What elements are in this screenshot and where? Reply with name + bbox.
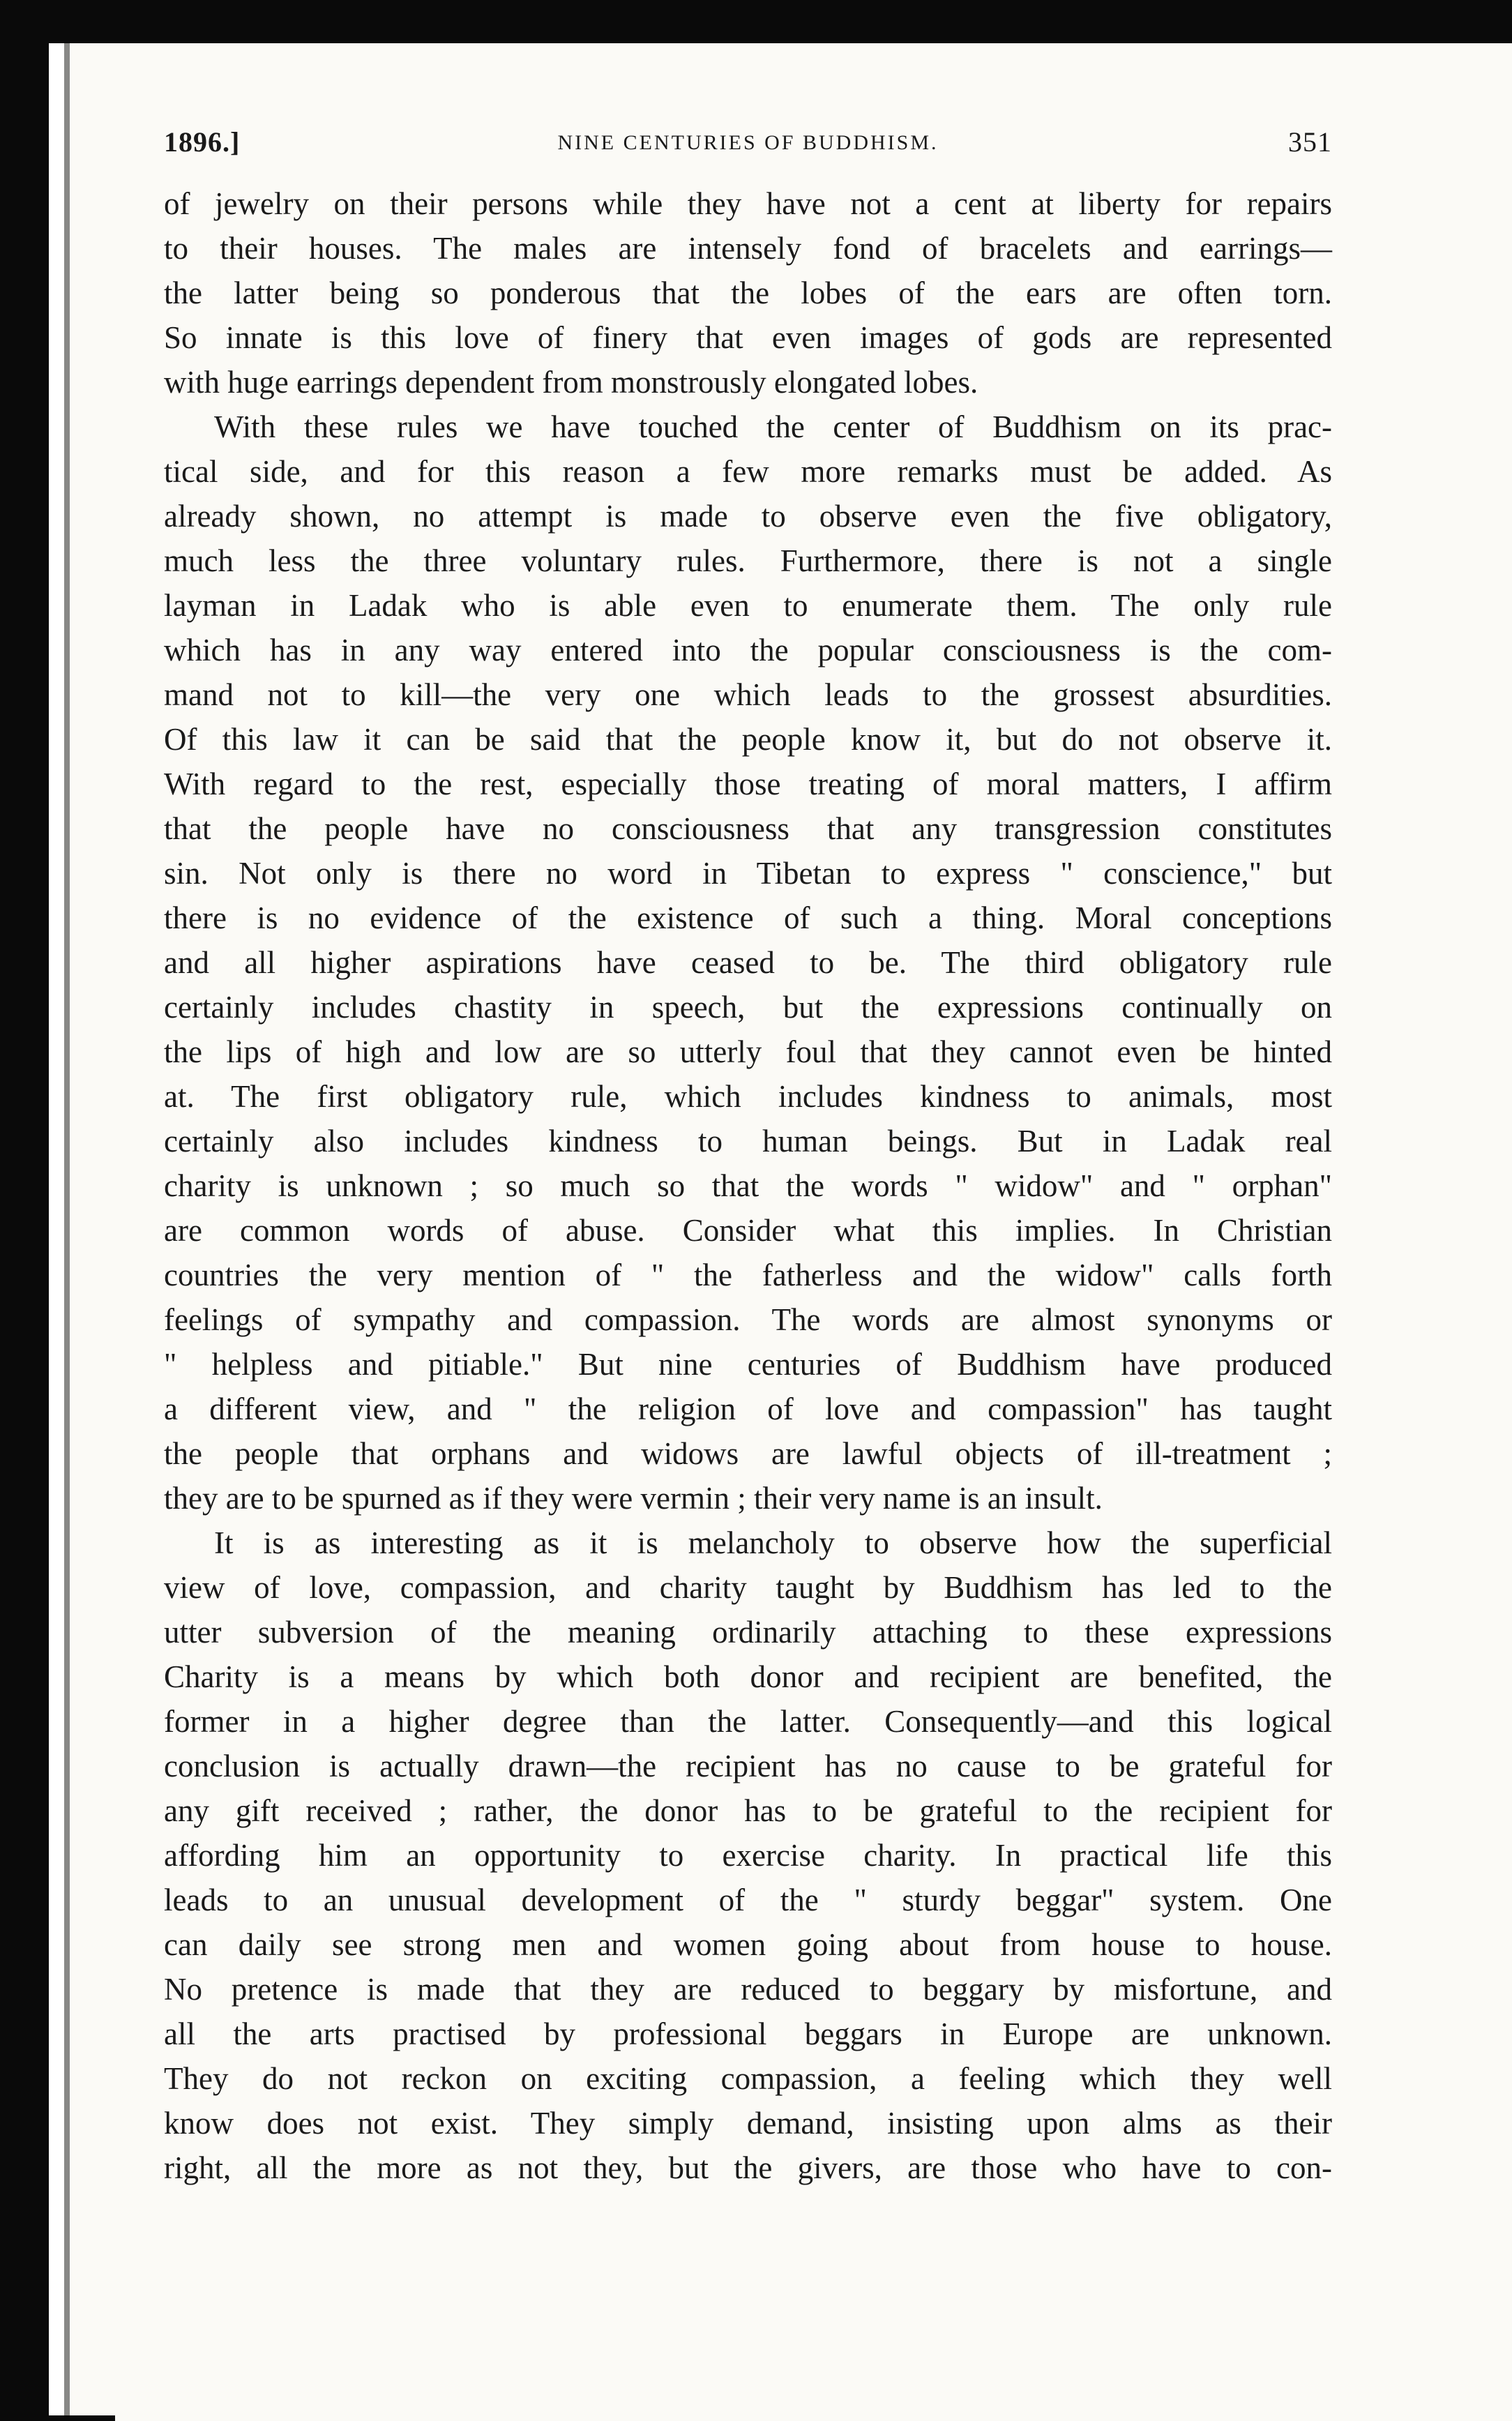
text-line: already shown, no attempt is made to observe even the five obligatory,	[164, 499, 1332, 534]
header-title: NINE CENTURIES OF BUDDHISM.	[557, 131, 939, 154]
text-line: with huge earrings dependent from monstrously elongated lobes.	[164, 365, 978, 400]
text-line: a different view, and " the religion of love and compassion" has taught	[164, 1391, 1332, 1426]
text-line: feelings of sympathy and compassion. The words are almost synonyms or	[164, 1302, 1332, 1337]
text-line: all the arts practised by professional beggars in Europe are unknown.	[164, 2016, 1332, 2051]
text-line: former in a higher degree than the latter. Consequently—and this logical	[164, 1704, 1332, 1739]
text-line: Of this law it can be said that the people know it, but do not observe it.	[164, 722, 1332, 757]
text-line: utter subversion of the meaning ordinarily attaching to these expressions	[164, 1615, 1332, 1650]
binding-edge	[64, 43, 70, 2421]
text-line: are common words of abuse. Consider what this implies. In Christian	[164, 1213, 1332, 1248]
text-line: charity is unknown ; so much so that the words " widow" and " orphan"	[164, 1168, 1332, 1203]
text-line: So innate is this love of finery that even images of gods are represented	[164, 320, 1332, 355]
body-text	[164, 181, 1332, 2190]
text-line: It is as interesting as it is melancholy to observe how the superficial	[214, 1525, 1332, 1560]
text-line: certainly includes chastity in speech, but the expressions continually on	[164, 990, 1332, 1025]
text-line: countries the very mention of " the fatherless and the widow" calls forth	[164, 1258, 1332, 1292]
text-line: at. The first obligatory rule, which includes kindness to animals, most	[164, 1079, 1332, 1114]
text-line: leads to an unusual development of the " sturdy beggar" system. One	[164, 1883, 1332, 1917]
text-line: there is no evidence of the existence of such a thing. Moral conceptions	[164, 900, 1332, 935]
text-line: know does not exist. They simply demand, insisting upon alms as their	[164, 2106, 1332, 2141]
text-line: of jewelry on their persons while they have not a cent at liberty for repairs	[164, 186, 1332, 221]
text-line: mand not to kill—the very one which leads to the grossest absurdities.	[164, 677, 1332, 712]
text-line: right, all the more as not they, but the givers, are those who have to con-	[164, 2150, 1332, 2185]
text-line: Charity is a means by which both donor and recipient are benefited, the	[164, 1659, 1332, 1694]
text-line: certainly also includes kindness to human beings. But in Ladak real	[164, 1124, 1332, 1159]
text-line: that the people have no consciousness that any transgression constitutes	[164, 811, 1332, 846]
text-line: They do not reckon on exciting compassion, a feeling which they well	[164, 2061, 1332, 2096]
text-line: the people that orphans and widows are lawful objects of ill-treatment ;	[164, 1436, 1332, 1471]
text-line: any gift received ; rather, the donor has to be grateful to the recipient for	[164, 1793, 1332, 1828]
page-number: 351	[1288, 126, 1332, 158]
text-line: to their houses. The males are intensely fond of bracelets and earrings—	[164, 231, 1332, 266]
text-line: conclusion is actually drawn—the recipient has no cause to be grateful for	[164, 1749, 1332, 1783]
text-line: " helpless and pitiable." But nine centuries of Buddhism have produced	[164, 1347, 1332, 1382]
text-line: and all higher aspirations have ceased to be. The third obligatory rule	[164, 945, 1332, 980]
text-line: the lips of high and low are so utterly foul that they cannot even be hinted	[164, 1034, 1332, 1069]
text-line: which has in any way entered into the popular consciousness is the com-	[164, 633, 1332, 668]
text-line: can daily see strong men and women going about from house to house.	[164, 1927, 1332, 1962]
scan-bottom-mark	[49, 2415, 115, 2421]
scan-left-margin	[49, 43, 64, 2421]
text-line: With these rules we have touched the center of Buddhism on its prac-	[214, 409, 1332, 444]
text-line: they are to be spurned as if they were vermin ; their very name is an insult.	[164, 1481, 1103, 1516]
header-year: 1896.]	[164, 126, 241, 158]
text-line: layman in Ladak who is able even to enumerate them. The only rule	[164, 588, 1332, 623]
text-line: No pretence is made that they are reduced to beggary by misfortune, and	[164, 1972, 1332, 2007]
text-line: sin. Not only is there no word in Tibetan to express " conscience," but	[164, 856, 1332, 891]
text-line: much less the three voluntary rules. Furthermore, there is not a single	[164, 543, 1332, 578]
scan-left-border	[0, 0, 49, 2421]
text-line: view of love, compassion, and charity taught by Buddhism has led to the	[164, 1570, 1332, 1605]
text-line: With regard to the rest, especially those treating of moral matters, I affirm	[164, 767, 1332, 801]
text-line: tical side, and for this reason a few more remarks must be added. As	[164, 454, 1332, 489]
book-page	[164, 126, 1332, 2190]
scan-top-border	[0, 0, 1512, 43]
text-line: affording him an opportunity to exercise charity. In practical life this	[164, 1838, 1332, 1873]
text-line: the latter being so ponderous that the lobes of the ears are often torn.	[164, 276, 1332, 310]
running-header	[164, 126, 1332, 181]
